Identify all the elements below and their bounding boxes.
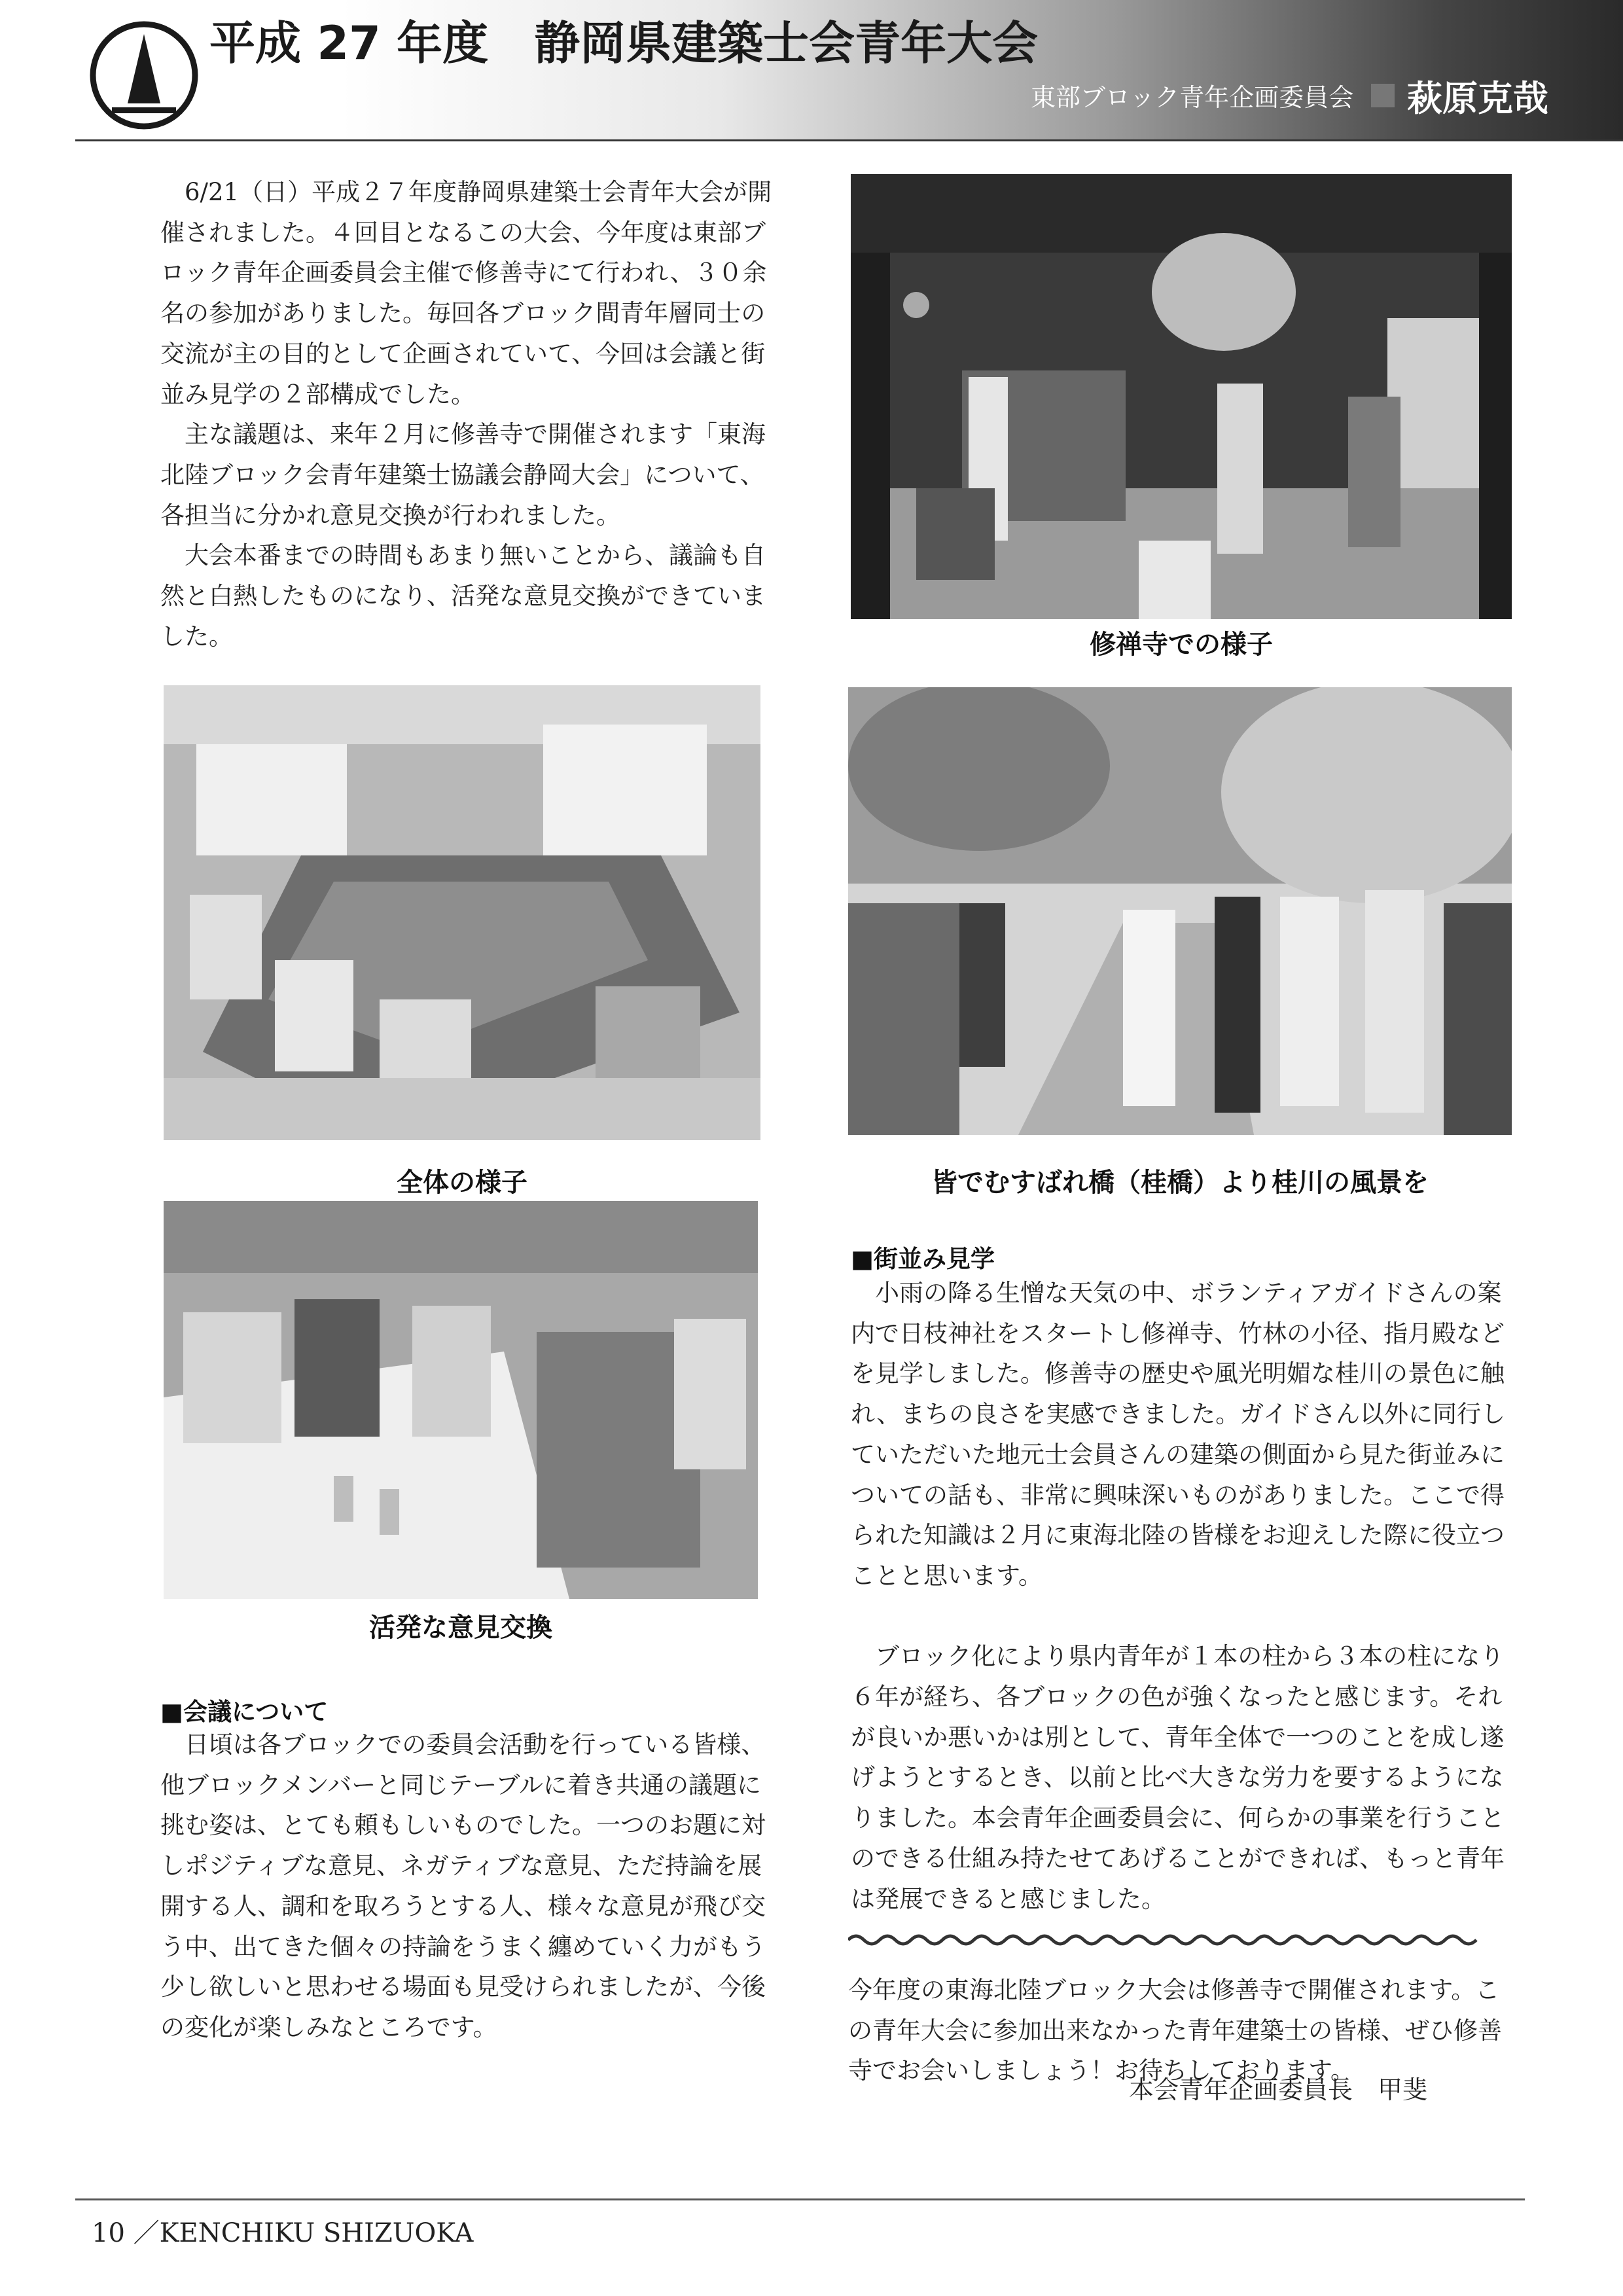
bridge-photo: [848, 687, 1512, 1135]
intro-paragraph-1: 6/21（日）平成２７年度静岡県建築士会青年大会が開催されました。４回目となるこの大会、今年度は東部ブロック青年企画委員会主催で修善寺にて行われ、３０余名の参加がありました。毎回各ブロック間青年層同士の交流が主の目的として企画されていて、今回は会議と街並み見学の２部構成でした。: [160, 178, 772, 408]
townwalk-spacer: [851, 1596, 1512, 1637]
page-footer: 10 ／KENCHIKU SHIZUOKA: [92, 2218, 474, 2248]
intro-text: [160, 172, 776, 656]
closing-paragraph: 今年度の東海北陸ブロック大会は修善寺で開催されます。この青年大会に参加出来なかった青年建築士の皆様、ぜひ修善寺でお会いしましょう！お待ちしております。: [848, 1976, 1502, 2085]
townwalk-paragraph-1: 小雨の降る生憎な天気の中、ボランティアガイドさんの案内で日枝神社をスタートし修禅寺、竹林の小径、指月殿などを見学しました。修善寺の歴史や風光明媚な桂川の景色に触れ、まちの良さを実感できました。ガイドさん以外に同行していただいた地元士会員さんの建築の側面から見た街並みについての話も、非常に興味深いものがありました。ここで得られた知識は２月に東海北陸の皆様をお迎えした際に役立つことと思います。: [851, 1279, 1506, 1590]
committee-name: 東部ブロック青年企画委員会: [1031, 83, 1354, 112]
header-rule: [75, 139, 1623, 141]
meeting-text: [160, 1725, 769, 2048]
page-title: 平成 27 年度 静岡県建築士会青年大会: [209, 16, 1039, 70]
townwalk-heading: ■街並み見学: [851, 1245, 995, 1273]
overall-caption: 全体の様子: [397, 1168, 527, 1198]
bridge-caption: 皆でむすばれ橋（桂橋）より桂川の風景を: [931, 1168, 1429, 1198]
townwalk-text: [851, 1273, 1512, 1919]
footer-rule: [75, 2198, 1525, 2200]
meeting-overall-photo: [164, 685, 760, 1140]
meeting-paragraph: 日頃は各ブロックでの委員会活動を行っている皆様、他ブロックメンバーと同じテーブルに着き共通の議題に挑む姿は、とても頼もしいものでした。一つのお題に対しポジティブな意見、ネガティブな意見、ただ持論を展開する人、調和を取ろうとする人、様々な意見が飛び交う中、出てきた個々の持論をうまく纏めていく力がもう少し欲しいと思わせる場面も見受けられましたが、今後の変化が楽しみなところです。: [160, 1731, 766, 2041]
meeting-heading: ■会議について: [160, 1698, 329, 1726]
intro-paragraph-2: 主な議題は、来年２月に修善寺で開催されます「東海北陸ブロック会青年建築士協議会静岡大会」について、各担当に分かれ意見交換が行われました。: [160, 420, 766, 529]
wavy-divider: [848, 1931, 1480, 1949]
signature: 本会青年企画委員長 甲斐: [1129, 2075, 1428, 2104]
townwalk-paragraph-2: ブロック化により県内青年が１本の柱から３本の柱になり６年が経ち、各ブロックの色が強くなったと感じます。それが良いか悪いかは別として、青年全体で一つのことを成し遂げようとするとき、以前と比べ大きな労力を要するようになりました。本会青年企画委員会に、何らかの事業を行うことのできる仕組み持たせてあげることができれば、もっと青年は発展できると感じました。: [851, 1642, 1505, 1913]
exchange-photo: [164, 1201, 758, 1599]
separator-square: [1371, 84, 1395, 107]
temple-caption: 修禅寺での様子: [1090, 630, 1273, 660]
association-logo-icon: [88, 20, 200, 131]
author-name: 萩原克哉: [1407, 78, 1548, 119]
exchange-caption: 活発な意見交換: [369, 1613, 552, 1643]
temple-interior-photo: [851, 174, 1512, 619]
intro-paragraph-3: 大会本番までの時間もあまり無いことから、議論も自然と白熱したものになり、活発な意見交換ができていました。: [160, 541, 766, 651]
